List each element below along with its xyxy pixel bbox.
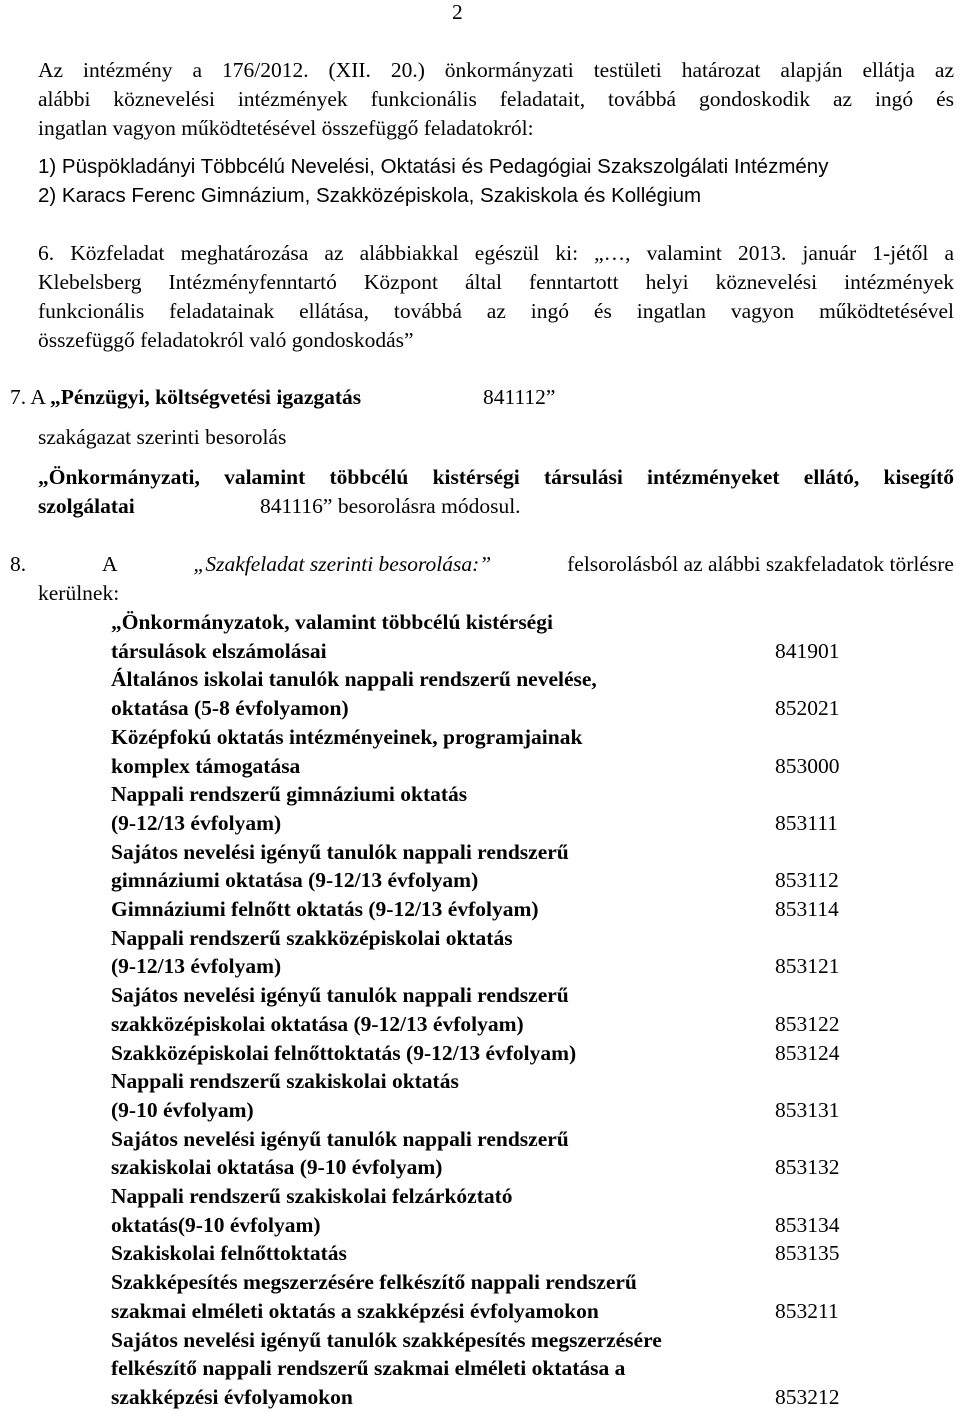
task-item-line: szakmai elméleti oktatás a szakképzési évfolyamokon	[111, 1298, 599, 1323]
task-item-code: 853212	[775, 1384, 840, 1409]
task-item-line: társulások elszámolásai	[111, 638, 327, 663]
section6-line: összefüggő feladatokról való gondoskodás”	[38, 328, 414, 352]
task-item-line: Szakközépiskolai felnőttoktatás (9-12/13 évfolyam)	[111, 1040, 577, 1065]
section7-bold-line: „Önkormányzati, valamint többcélú kistérségi társulási intézményeket ellátó, kisegítő	[38, 465, 954, 489]
task-item-line: „Önkormányzatok, valamint többcélú kistérségi	[111, 610, 553, 634]
task-item-line: (9-12/13 évfolyam)	[111, 810, 282, 835]
task-item-line: felkészítő nappali rendszerű szakmai elméleti oktatása a	[111, 1356, 626, 1381]
page-number: 2	[452, 0, 463, 24]
task-item-line: (9-12/13 évfolyam)	[111, 954, 282, 979]
task-item-code: 841901	[775, 638, 840, 663]
task-item-code: 853132	[775, 1155, 840, 1180]
section8-italic-title: „Szakfeladat szerinti besorolása:”	[193, 552, 492, 576]
task-item-line: Sajátos nevelési igényű tanulók nappali rendszerű	[111, 839, 569, 864]
section6-line: 6. Közfeladat meghatározása az alábbiakkal egészül ki: „…, valamint 2013. január 1-jétől a	[38, 241, 954, 265]
section7-code: 841112”	[483, 385, 556, 409]
task-item-line: Középfokú oktatás intézményeinek, programjainak	[111, 724, 583, 749]
task-item-line: komplex támogatása	[111, 753, 301, 778]
section7-title: „Pénzügyi, költségvetési igazgatás	[50, 385, 362, 409]
section7-new-code: 841116” besorolásra módosul.	[260, 494, 521, 518]
section7-prefix: A	[30, 385, 45, 409]
task-item-line: Sajátos nevelési igényű tanulók nappali rendszerű	[111, 1126, 569, 1151]
task-item-line: szakközépiskolai oktatása (9-12/13 évfolyam)	[111, 1011, 524, 1036]
task-item-line: Nappali rendszerű gimnáziumi oktatás	[111, 782, 468, 807]
task-item-code: 853000	[775, 753, 840, 778]
section7-line2: szakágazat szerinti besorolás	[38, 425, 287, 449]
task-item-code: 853112	[775, 868, 839, 893]
task-item-code: 853111	[775, 810, 838, 835]
section8-prefix: A	[102, 552, 118, 576]
task-item-line: Gimnáziumi felnőtt oktatás (9-12/13 évfolyam)	[111, 897, 539, 921]
section6-line: funkcionális feladatainak ellátása, továbbá az ingó és ingatlan vagyon működtetésével	[38, 299, 954, 323]
task-item-code: 853124	[775, 1040, 840, 1065]
institution-item: 1) Püspökladányi Többcélú Nevelési, Oktatási és Pedagógiai Szakszolgálati Intézmény	[38, 155, 829, 178]
task-item-line: Sajátos nevelési igényű tanulók nappali rendszerű	[111, 983, 569, 1008]
task-item-code: 853122	[775, 1011, 840, 1036]
task-item-line: Szakiskolai felnőttoktatás	[111, 1241, 347, 1266]
section-number: 7.	[10, 385, 27, 409]
intro-line: Az intézmény a 176/2012. (XII. 20.) önkormányzati testületi határozat alapján ellátja az	[38, 58, 954, 82]
task-item-code: 853134	[775, 1212, 840, 1237]
task-item-line: Szakképesítés megszerzésére felkészítő nappali rendszerű	[111, 1270, 637, 1295]
task-item-code: 853121	[775, 954, 840, 979]
section8-first-line	[10, 554, 954, 576]
task-item-line: Általános iskolai tanulók nappali rendszerű nevelése,	[111, 667, 597, 692]
task-item-line: Nappali rendszerű szakiskolai felzárkóztató	[111, 1184, 513, 1208]
task-item-line: Nappali rendszerű szakiskolai oktatás	[111, 1069, 459, 1094]
task-item-line: szakiskolai oktatása (9-10 évfolyam)	[111, 1155, 443, 1180]
section8-line2: kerülnek:	[38, 581, 120, 605]
intro-line: alábbi köznevelési intézmények funkcionális feladatait, továbbá gondoskodik az ingó és	[38, 87, 954, 111]
task-item-code: 853131	[775, 1097, 840, 1122]
section8-rest: felsorolásból az alábbi szakfeladatok törlésre	[567, 552, 954, 576]
intro-line: ingatlan vagyon működtetésével összefüggő feladatokról:	[38, 116, 534, 140]
section-number: 8.	[10, 552, 27, 576]
section7-bold-label: szolgálatai	[38, 494, 135, 518]
task-item-code: 852021	[775, 696, 840, 721]
task-item-code: 853135	[775, 1241, 840, 1266]
task-item-line: Sajátos nevelési igényű tanulók szakképesítés megszerzésére	[111, 1327, 662, 1352]
section7-first-line	[10, 387, 361, 409]
institution-item: 2) Karacs Ferenc Gimnázium, Szakközépiskola, Szakiskola és Kollégium	[38, 184, 702, 207]
task-item-code: 853114	[775, 897, 839, 921]
section6-line: Klebelsberg Intézményfenntartó Központ által fenntartott helyi köznevelési intézmények	[38, 270, 954, 294]
task-item-line: oktatása (5-8 évfolyamon)	[111, 696, 349, 721]
task-item-line: szakképzési évfolyamokon	[111, 1384, 353, 1409]
task-item-line: gimnáziumi oktatása (9-12/13 évfolyam)	[111, 868, 479, 893]
task-item-line: (9-10 évfolyam)	[111, 1097, 254, 1122]
task-item-line: oktatás(9-10 évfolyam)	[111, 1212, 321, 1237]
task-item-line: Nappali rendszerű szakközépiskolai oktatás	[111, 925, 513, 950]
task-item-code: 853211	[775, 1298, 839, 1323]
